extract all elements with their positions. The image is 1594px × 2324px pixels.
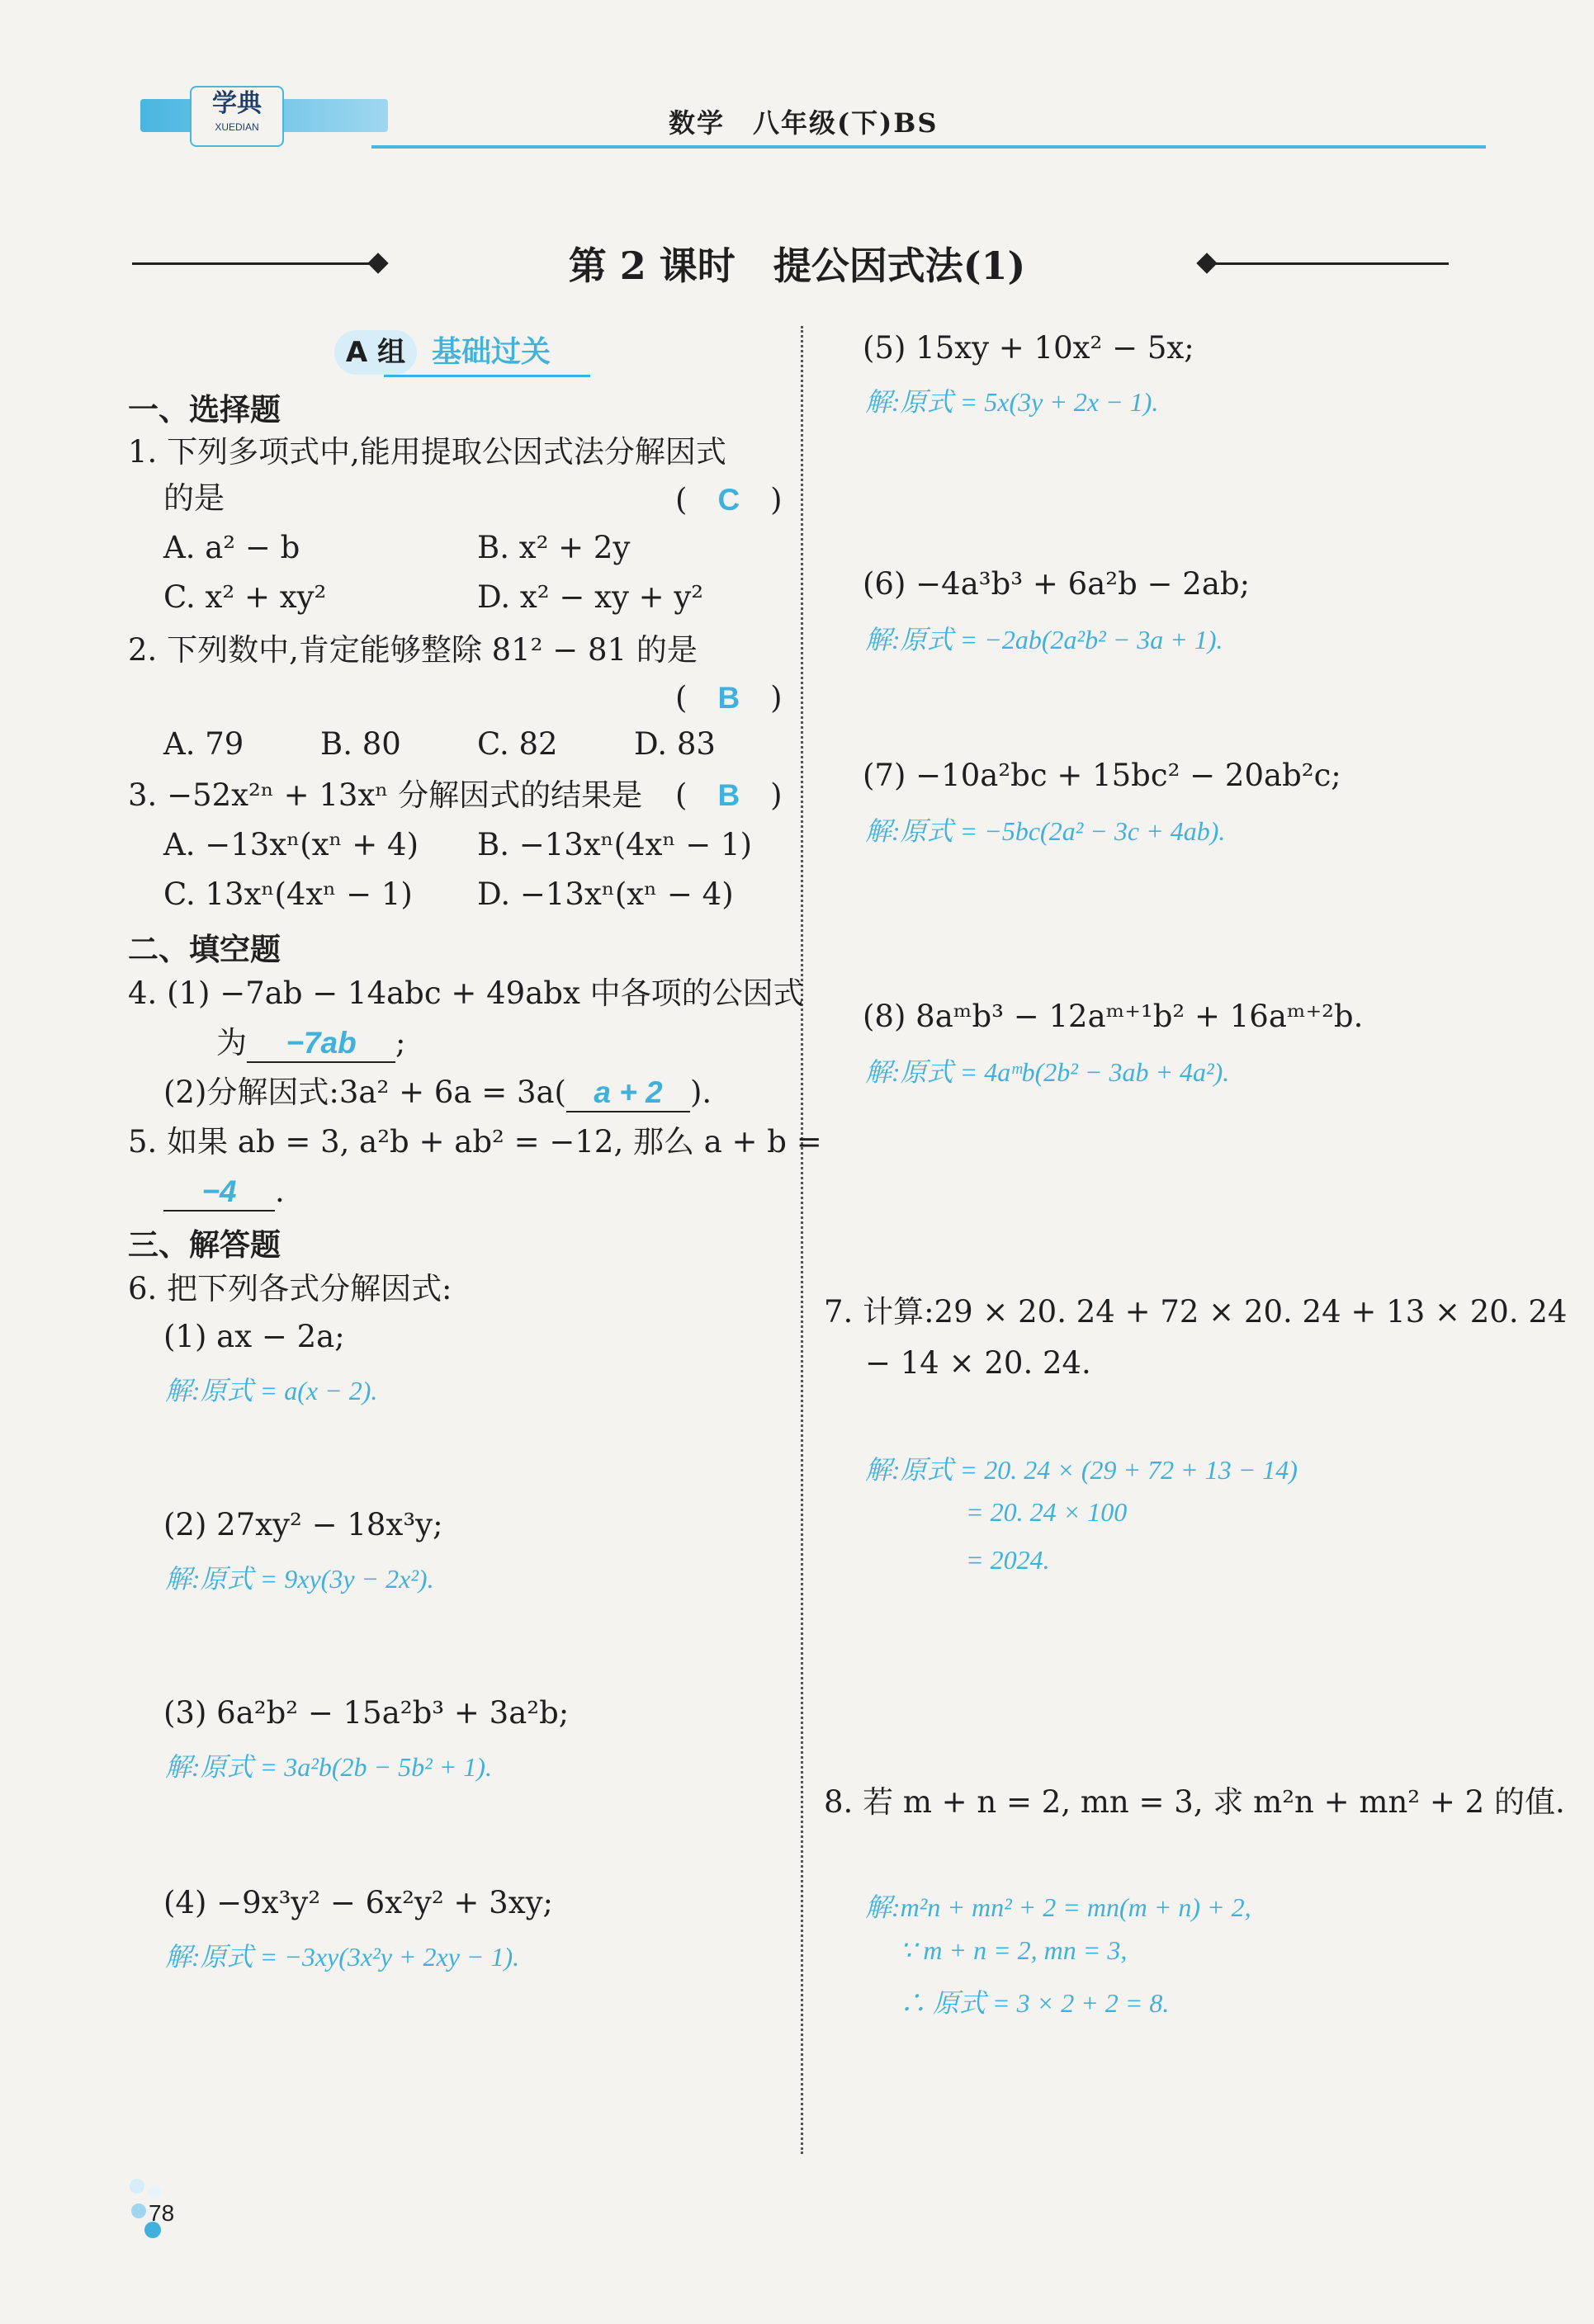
section-solve: 三、解答题 [128, 1227, 281, 1263]
q1-option-c: C. x² + xy² [163, 579, 327, 615]
title-rule-right [1209, 262, 1449, 265]
q6-item-7-label: (7) −10a²bc + 15bc² − 20ab²c; [863, 758, 1341, 793]
q7-stem-line1: 7. 计算:29 × 20. 24 + 72 × 20. 24 + 13 × 20. 24 [824, 1294, 1568, 1330]
q6-item-2-answer: 解:原式 = 9xy(3y − 2x²). [165, 1564, 434, 1594]
q3-option-d: D. −13xⁿ(xⁿ − 4) [477, 876, 734, 912]
q5-answer: −4 [201, 1174, 237, 1208]
q7-stem-line2: − 14 × 20. 24. [865, 1345, 1091, 1381]
q4-part2-line [163, 1071, 712, 1114]
q1-answer-bracket: ( C ) [675, 482, 783, 517]
q5-suffix: . [275, 1174, 285, 1209]
column-divider [801, 326, 803, 2154]
q1-stem-line1: 1. 下列多项式中,能用提取公因式法分解因式 [128, 434, 726, 470]
q3-answer-bracket: ( B ) [675, 777, 783, 813]
q4-part2-suffix: ). [690, 1075, 712, 1110]
q3-option-a: A. −13xⁿ(xⁿ + 4) [163, 827, 419, 862]
header-rule [371, 145, 1486, 149]
section-choice: 一、选择题 [128, 392, 281, 427]
q7-answer-line3: = 2024. [966, 1545, 1050, 1575]
q6-item-4-label: (4) −9x³y² − 6x²y² + 3xy; [163, 1885, 553, 1920]
q4-part1-blank-line [216, 1022, 405, 1065]
q1-option-a: A. a² − b [163, 530, 300, 565]
q4-part1-answer: −7ab [286, 1026, 357, 1060]
q6-item-5-label: (5) 15xy + 10x² − 5x; [863, 330, 1194, 366]
q2-option-d: D. 83 [634, 726, 716, 762]
q2-answer: B [717, 681, 740, 715]
q5-blank-line [163, 1170, 285, 1213]
group-badge: A 组 [334, 330, 417, 375]
q6-item-3-answer: 解:原式 = 3a²b(2b − 5b² + 1). [165, 1752, 492, 1782]
q7-answer-line1: 解:原式 = 20. 24 × (29 + 72 + 13 − 14) [865, 1455, 1298, 1485]
q5-stem: 5. 如果 ab = 3, a²b + ab² = −12, 那么 a + b = [128, 1124, 822, 1160]
section-fill-blank: 二、填空题 [128, 932, 281, 967]
q6-item-3-label: (3) 6a²b² − 15a²b³ + 3a²b; [163, 1695, 570, 1731]
q6-stem: 6. 把下列各式分解因式: [128, 1271, 452, 1306]
q2-option-c: C. 82 [477, 726, 558, 762]
q6-item-1-answer: 解:原式 = a(x − 2). [165, 1376, 378, 1405]
q1-option-d: D. x² − xy + y² [477, 579, 704, 615]
q7-answer-line2: = 20. 24 × 100 [966, 1497, 1128, 1527]
q3-option-c: C. 13xⁿ(4xⁿ − 1) [163, 876, 413, 912]
q6-item-4-answer: 解:原式 = −3xy(3x²y + 2xy − 1). [165, 1942, 520, 1972]
q8-answer-line1: 解:m²n + mn² + 2 = mn(m + n) + 2, [865, 1892, 1251, 1922]
q3-stem: 3. −52x²ⁿ + 13xⁿ 分解因式的结果是 [128, 777, 643, 813]
q1-option-b: B. x² + 2y [477, 530, 631, 565]
q6-item-5-answer: 解:原式 = 5x(3y + 2x − 1). [865, 387, 1159, 417]
q2-option-b: B. 80 [320, 726, 401, 762]
q4-part1-stem: 4. (1) −7ab − 14abc + 49abx 中各项的公因式 [128, 975, 804, 1011]
q6-item-1-label: (1) ax − 2a; [163, 1319, 345, 1354]
q4-part2-answer: a + 2 [594, 1075, 663, 1109]
q2-option-a: A. 79 [163, 726, 244, 762]
q8-answer-line2: ∵ m + n = 2, mn = 3, [900, 1935, 1128, 1965]
lesson-title: 第 2 课时 提公因式法(1) [568, 243, 1026, 288]
page-number: 78 [149, 2200, 175, 2226]
q6-item-8-label: (8) 8aᵐb³ − 12aᵐ⁺¹b² + 16aᵐ⁺²b. [863, 999, 1364, 1034]
subject-grade: 数学 八年级(下)BS [669, 107, 939, 139]
group-underline [384, 375, 590, 377]
q1-answer: C [717, 483, 740, 517]
logo [190, 86, 284, 147]
q4-part1-suffix: ; [395, 1025, 406, 1060]
q6-item-6-label: (6) −4a³b³ + 6a²b − 2ab; [863, 566, 1251, 602]
q6-item-6-answer: 解:原式 = −2ab(2a²b² − 3a + 1). [865, 625, 1223, 654]
q4-part1-prefix: 为 [216, 1025, 247, 1060]
q6-item-8-answer: 解:原式 = 4aᵐb(2b² − 3ab + 4a²). [865, 1057, 1230, 1087]
logo-text: 学典 [212, 89, 262, 118]
group-name: 基础过关 [432, 335, 551, 369]
q8-answer-line3: ∴ 原式 = 3 × 2 + 2 = 8. [900, 1988, 1170, 2018]
q3-answer: B [717, 778, 740, 812]
logo-subtext: XUEDIAN [215, 121, 259, 133]
q3-option-b: B. −13xⁿ(4xⁿ − 1) [477, 827, 753, 862]
q4-part2-stem: (2)分解因式:3a² + 6a = 3a( [163, 1075, 566, 1110]
header [124, 83, 1486, 157]
q1-stem-line2: 的是 [163, 480, 225, 516]
q8-stem: 8. 若 m + n = 2, mn = 3, 求 m²n + mn² + 2 的值. [824, 1784, 1565, 1820]
q2-answer-bracket: ( B ) [675, 680, 783, 716]
group-heading [334, 328, 590, 380]
q6-item-7-answer: 解:原式 = −5bc(2a² − 3c + 4ab). [865, 816, 1226, 846]
q2-stem: 2. 下列数中,肯定能够整除 81² − 81 的是 [128, 632, 698, 668]
q6-item-2-label: (2) 27xy² − 18x³y; [163, 1507, 443, 1542]
